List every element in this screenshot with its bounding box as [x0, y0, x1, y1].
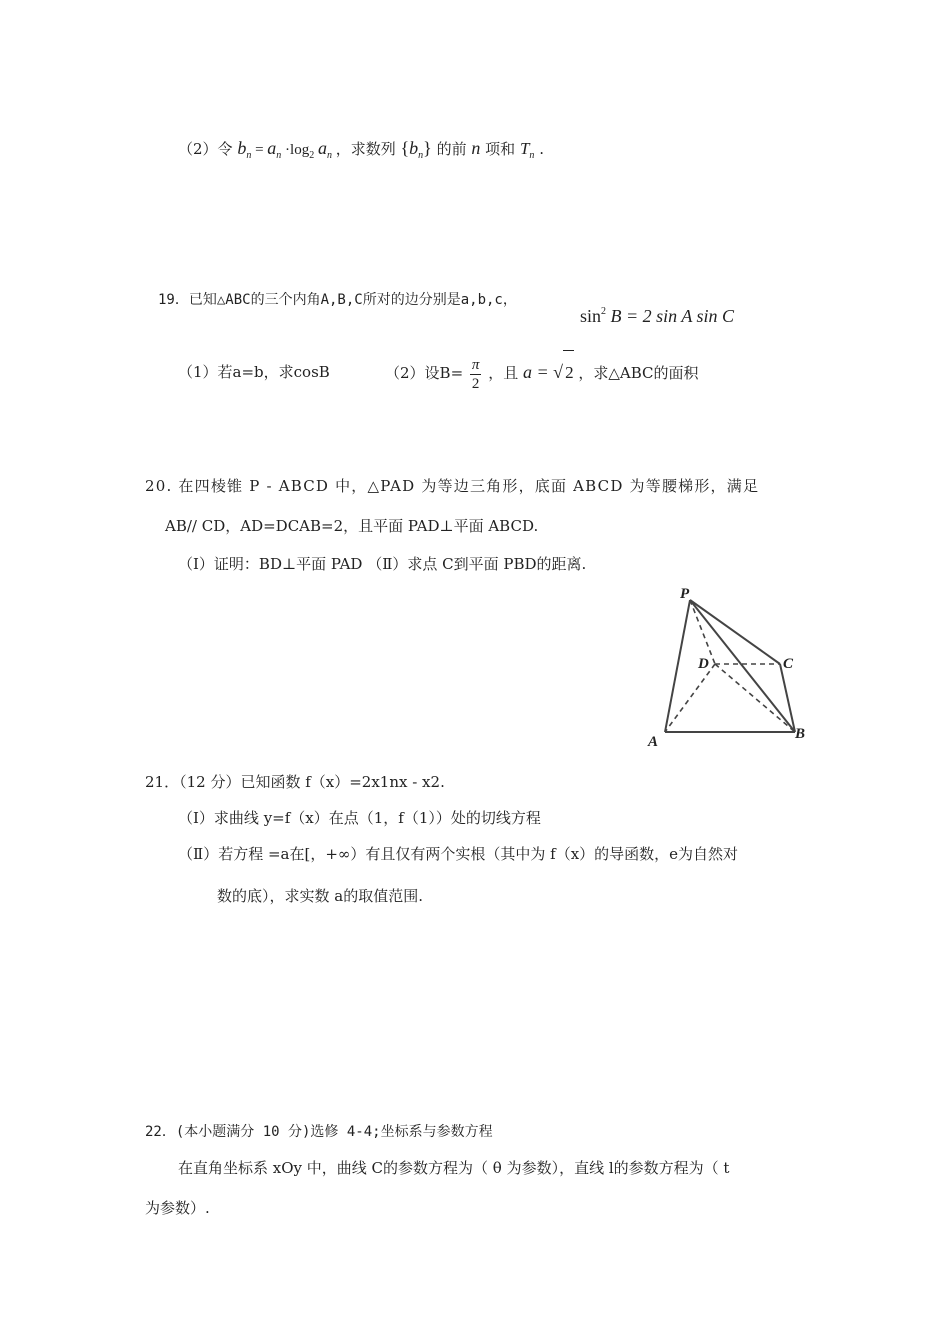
q18-part2-ask: ，求数列 — [335, 140, 396, 158]
pi-over-2: $\frac{\pi}{2}$ — [471, 356, 480, 392]
vertex-label-B: B — [795, 726, 806, 742]
q19-part1: （1）若a=b，求cosB — [178, 363, 330, 381]
q18-part2: （2）令 $b_n = a_n \cdot\log_2$ $a_n$ ，求数列 $\{b_n\}$ 的前 n 项和 $T_n$ . — [178, 138, 544, 161]
vertex-label-D: D — [698, 656, 709, 672]
pyramid-figure — [640, 582, 840, 752]
q21-line1: 21．（12 分）已知函数 f（x）=2x1nx - x2. — [145, 773, 445, 791]
sum-T-n: $T_n$ — [519, 139, 535, 161]
q19-part2: （2）设B= $\frac{\pi}{2}$ ，且 a = √ 2 ，求△ABC的面积 — [385, 350, 699, 395]
vertex-label-P: P — [680, 586, 690, 602]
q19-stem: 19．已知△ABC的三个内角A,B,C所对的边分别是a,b,c， — [158, 292, 517, 308]
vertex-label-C: C — [783, 656, 794, 672]
q20-line3: （Ⅰ）证明：BD⊥平面 PAD （Ⅱ）求点 C到平面 PBD的距离. — [178, 555, 587, 573]
q20-line1: 20. 在四棱锥 P - ABCD 中，△PAD 为等边三角形，底面 ABCD 为等腰梯形，满足 — [145, 477, 760, 495]
b-n-formula: $b_n = a_n \cdot\log_2$ $a_n$ — [237, 138, 332, 161]
sequence-b-n: $\{b_n\}$ — [400, 138, 432, 161]
q21-line4: 数的底），求实数 a的取值范围. — [217, 887, 423, 905]
q21-line3: （Ⅱ）若方程 =a在[，+∞）有且仅有两个实根（其中为 f（x）的导函数，e为自然对 — [178, 845, 739, 863]
q20-line2: AB// CD，AD=DCAB=2，且平面 PAD⊥平面 ABCD. — [165, 517, 539, 535]
q19-formula: $\sin^2 B = 2$ sin A sin C — [580, 306, 735, 326]
vertex-label-A: A — [648, 734, 659, 750]
q22-line2: 在直角坐标系 xOy 中，曲线 C的参数方程为（ θ 为参数），直线 l的参数方程为（ t — [178, 1159, 730, 1177]
q22-line3: 为参数）. — [145, 1199, 210, 1217]
q21-line2: （Ⅰ）求曲线 y=f（x）在点（1，f（1））处的切线方程 — [178, 809, 541, 827]
q18-part2-prefix: （2）令 — [178, 140, 233, 158]
q22-line1: 22．(本小题满分 10 分)选修 4-4;坐标系与参数方程 — [145, 1124, 493, 1140]
